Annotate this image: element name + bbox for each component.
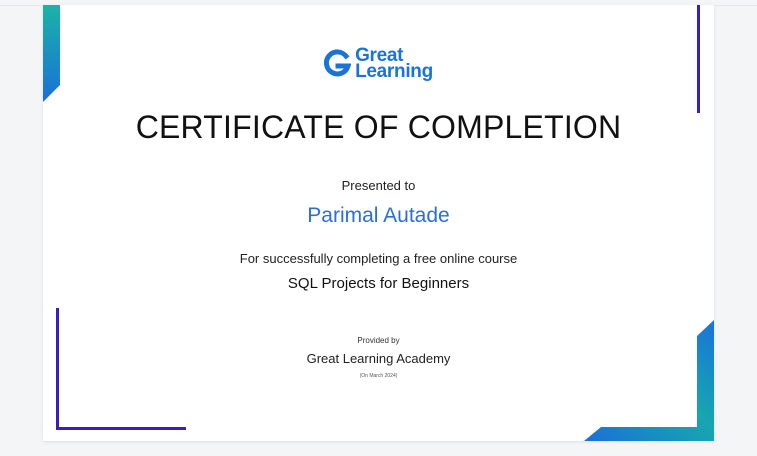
recipient-name: Parimal Autade (307, 204, 450, 227)
certificate-card (43, 5, 714, 441)
great-learning-logo (43, 45, 714, 82)
bottom-left-accent-horizontal (56, 427, 186, 430)
great-learning-wordmark (355, 45, 433, 82)
completion-text: For successfully completing a free online course (239, 251, 518, 266)
certificate-title: CERTIFICATE OF COMPLETION (135, 109, 622, 145)
provided-by-label: Provided by (357, 336, 400, 345)
bottom-left-accent-vertical (56, 308, 59, 430)
great-learning-g-icon (324, 49, 351, 79)
course-name: SQL Projects for Beginners (287, 275, 470, 292)
logo-line-1: Great (355, 45, 404, 66)
presented-to-label: Presented to (341, 178, 416, 193)
logo-line-2: Learning (355, 61, 433, 82)
provider-name: Great Learning Academy (306, 351, 451, 366)
completion-date: (On March 2024) (359, 373, 398, 379)
